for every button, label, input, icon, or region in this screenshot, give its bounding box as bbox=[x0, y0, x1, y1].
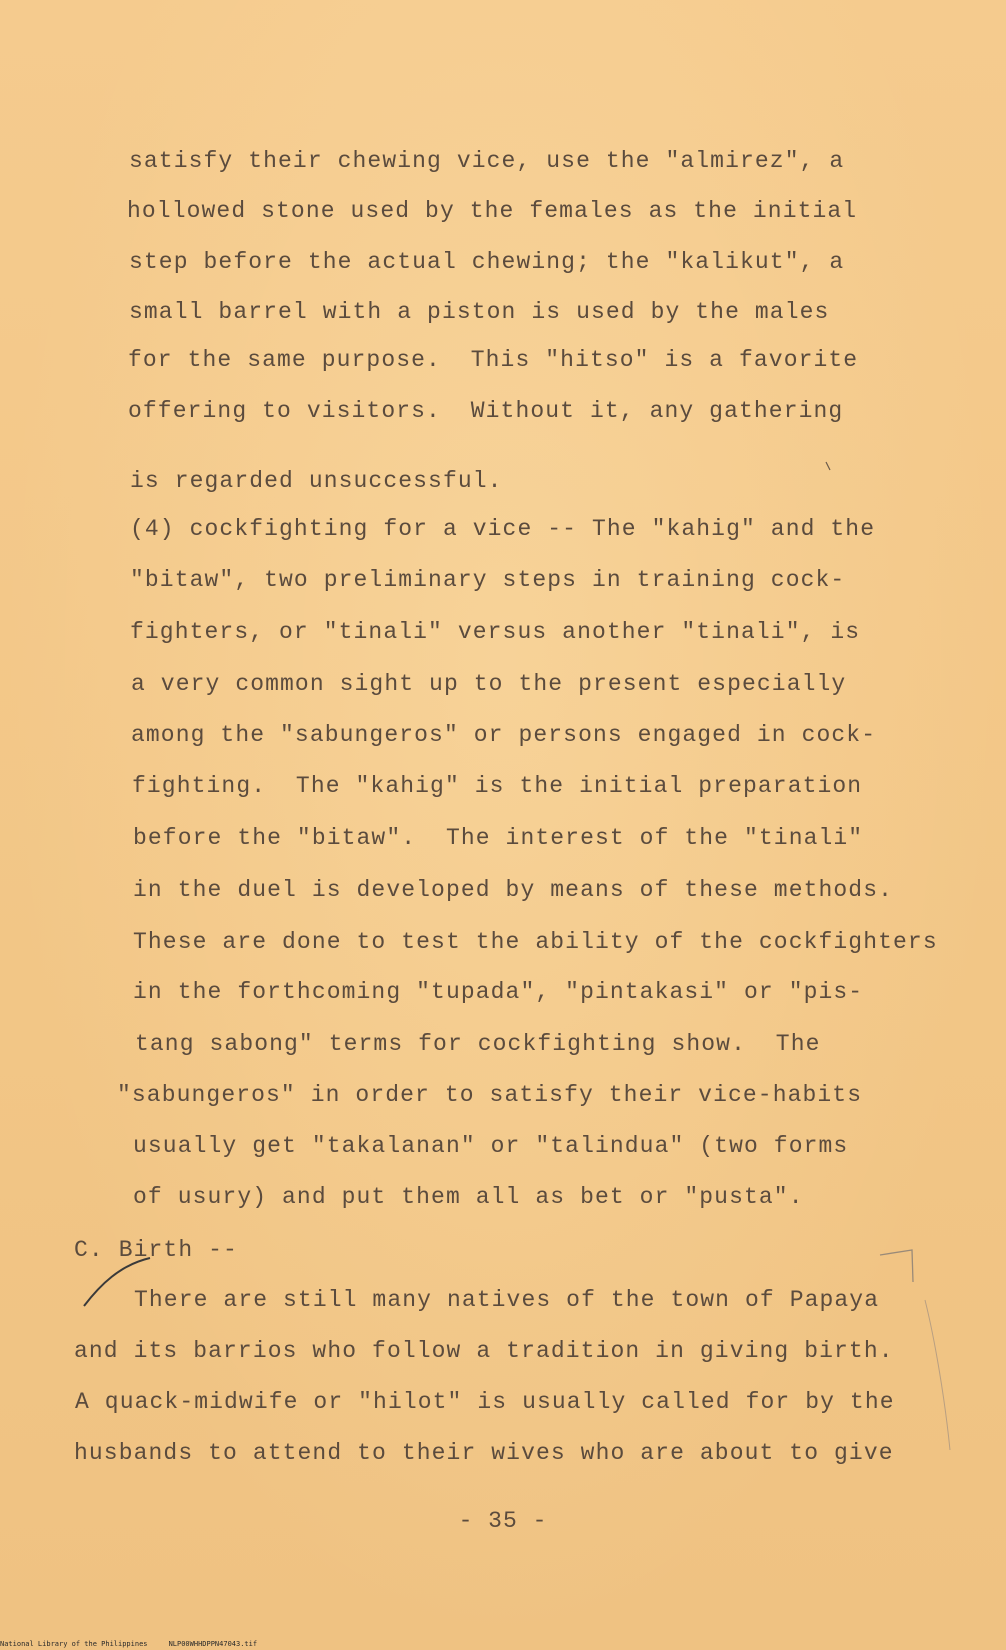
text-line: step before the actual chewing; the "kalikut", a bbox=[129, 249, 845, 275]
text-line: fighting. The "kahig" is the initial preparation bbox=[132, 773, 863, 799]
page-number: - 35 - bbox=[458, 1508, 548, 1534]
text-line: for the same purpose. This "hitso" is a favorite bbox=[128, 347, 859, 373]
margin-line-icon bbox=[925, 1300, 950, 1450]
text-line: (4) cockfighting for a vice -- The "kahig" and the bbox=[130, 516, 876, 542]
text-line: There are still many natives of the town of Papaya bbox=[134, 1287, 880, 1313]
text-line: usually get "takalanan" or "talindua" (two forms bbox=[133, 1133, 849, 1159]
text-line: and its barrios who follow a tradition in giving birth. bbox=[74, 1338, 894, 1364]
text-line: in the forthcoming "tupada", "pintakasi" or "pis- bbox=[133, 979, 864, 1005]
text-line: husbands to attend to their wives who are about to give bbox=[74, 1440, 894, 1466]
bracket-mark-icon bbox=[880, 1250, 913, 1282]
text-line: of usury) and put them all as bet or "pusta". bbox=[133, 1184, 804, 1210]
text-line: hollowed stone used by the females as the initial bbox=[127, 198, 858, 224]
section-heading: C. Birth -- bbox=[74, 1237, 238, 1263]
archive-footer: National Library of the Philippines NLP00WHHDPPN47043.tif bbox=[0, 1640, 258, 1648]
text-line: tang sabong" terms for cockfighting show. The bbox=[135, 1031, 821, 1057]
text-line: satisfy their chewing vice, use the "almirez", a bbox=[129, 148, 845, 174]
text-line: small barrel with a piston is used by the males bbox=[129, 299, 830, 325]
text-line: A quack-midwife or "hilot" is usually called for by the bbox=[75, 1389, 895, 1415]
text-line: a very common sight up to the present especially bbox=[131, 671, 847, 697]
text-line: fighters, or "tinali" versus another "tinali", is bbox=[130, 619, 861, 645]
tick-mark-icon bbox=[826, 462, 830, 470]
text-line: among the "sabungeros" or persons engaged in cock- bbox=[131, 722, 877, 748]
text-line: "sabungeros" in order to satisfy their vice-habits bbox=[117, 1082, 863, 1108]
text-line: offering to visitors. Without it, any gathering bbox=[128, 398, 844, 424]
text-line: "bitaw", two preliminary steps in training cock- bbox=[130, 567, 846, 593]
text-line: is regarded unsuccessful. bbox=[130, 468, 503, 494]
text-line: before the "bitaw". The interest of the "tinali" bbox=[133, 825, 864, 851]
text-line: in the duel is developed by means of these methods. bbox=[133, 877, 894, 903]
text-line: These are done to test the ability of the cockfighters bbox=[133, 929, 938, 955]
